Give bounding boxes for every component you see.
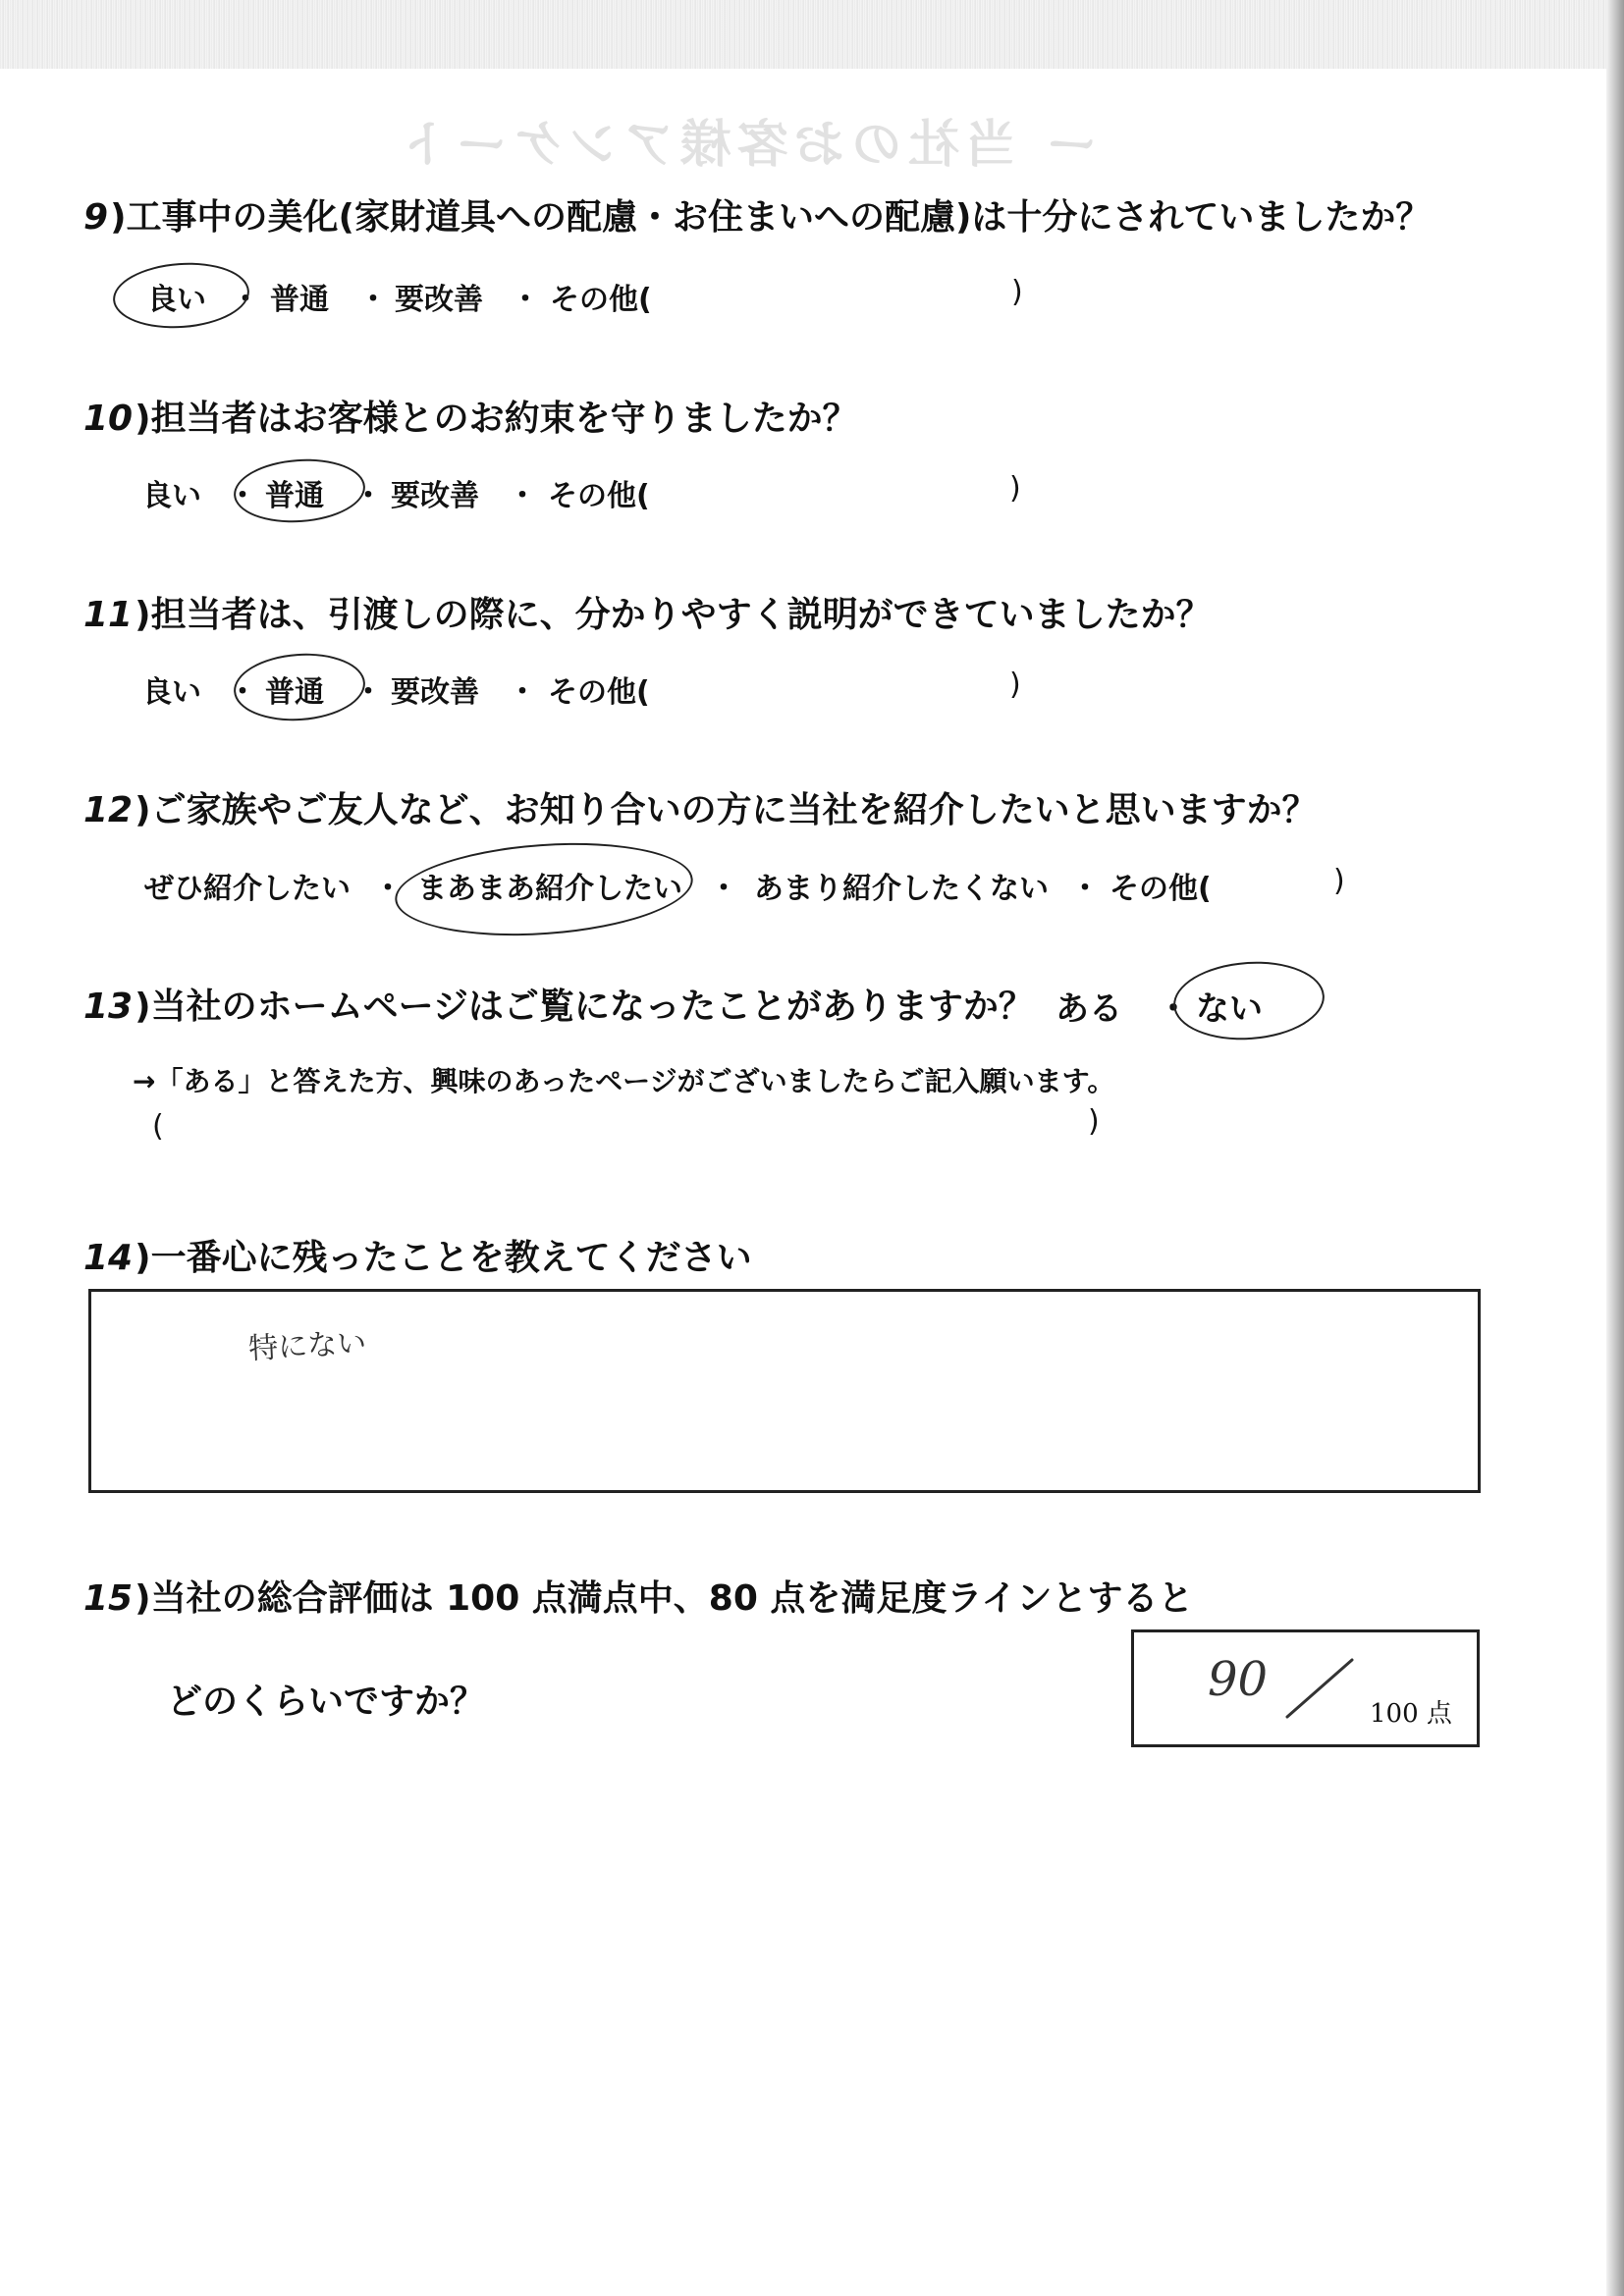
separator: ・ xyxy=(373,872,403,906)
separator: ・ xyxy=(353,479,383,513)
option-other[interactable]: その他( xyxy=(550,283,652,317)
close-paren: ) xyxy=(1009,667,1021,702)
q13-note: →「ある」と答えた方、興味のあったページがございましたらご記入願います。 xyxy=(133,1065,1115,1097)
close-paren: ) xyxy=(1088,1104,1100,1139)
close-paren: ) xyxy=(1009,471,1021,506)
question-text: )工事中の美化(家財道具への配慮・お住まいへの配慮)は十分にされていましたか？ xyxy=(110,197,1432,238)
option-other[interactable]: その他( xyxy=(1110,872,1212,906)
handwritten-answer: 特にない xyxy=(247,1325,368,1367)
question-number: 11 xyxy=(83,595,134,635)
question-number: 14 xyxy=(83,1238,134,1278)
question-number: 12 xyxy=(83,790,134,830)
separator: ・ xyxy=(358,283,388,317)
question-text: )担当者はお客様とのお約束を守りましたか？ xyxy=(135,399,858,439)
question-number: 15 xyxy=(83,1578,134,1619)
answer-circle xyxy=(232,649,367,724)
question-number: 10 xyxy=(83,399,134,439)
slash-stroke xyxy=(1281,1654,1360,1723)
option-normal[interactable]: 普通 xyxy=(270,283,329,317)
separator: ・ xyxy=(508,675,537,710)
answer-circle xyxy=(111,258,251,333)
question-10 xyxy=(83,391,858,441)
question-11 xyxy=(83,587,1212,637)
option-good[interactable]: 良い xyxy=(147,283,206,317)
question-15 xyxy=(83,1571,1193,1621)
separator: ・ xyxy=(1157,989,1190,1029)
option-somewhat[interactable]: まあまあ紹介したい xyxy=(417,872,682,906)
separator: ・ xyxy=(709,872,738,906)
option-not-really[interactable]: あまり紹介したくない xyxy=(754,872,1049,906)
separator: ・ xyxy=(508,479,537,513)
separator: ・ xyxy=(1070,872,1100,906)
option-needs-improvement[interactable]: 要改善 xyxy=(391,675,479,710)
option-yes[interactable]: ある xyxy=(1056,989,1122,1029)
option-other[interactable]: その他( xyxy=(548,675,650,710)
option-normal[interactable]: 普通 xyxy=(265,479,324,513)
q13-options xyxy=(0,982,1624,1029)
bleed-through-text: ー 当社のお客様アンケート xyxy=(393,116,1097,175)
question-text: )ご家族やご友人など、お知り合いの方に当社を紹介したいと思いますか？ xyxy=(135,790,1318,830)
separator: ・ xyxy=(228,675,257,710)
q12-options xyxy=(0,864,1624,906)
score-unit: 100 点 xyxy=(1370,1699,1452,1729)
option-definitely[interactable]: ぜひ紹介したい xyxy=(144,872,351,906)
close-paren: ) xyxy=(1333,864,1345,898)
question-text: )一番心に残ったことを教えてください xyxy=(135,1238,752,1278)
free-answer-box[interactable] xyxy=(88,1289,1481,1493)
separator: ・ xyxy=(228,479,257,513)
scan-shadow-right xyxy=(1606,0,1624,2296)
question-number: 13 xyxy=(83,987,134,1027)
close-paren: ) xyxy=(1011,275,1023,309)
option-good[interactable]: 良い xyxy=(142,479,201,513)
question-number: 9 xyxy=(83,197,109,238)
option-other[interactable]: その他( xyxy=(548,479,650,513)
open-paren: ( xyxy=(152,1109,164,1144)
option-no[interactable]: ない xyxy=(1196,989,1263,1029)
separator: ・ xyxy=(511,283,540,317)
score-box[interactable] xyxy=(1131,1629,1480,1747)
option-good[interactable]: 良い xyxy=(142,675,201,710)
option-normal[interactable]: 普通 xyxy=(265,675,324,710)
option-needs-improvement[interactable]: 要改善 xyxy=(395,283,483,317)
separator: ・ xyxy=(231,283,260,317)
separator: ・ xyxy=(353,675,383,710)
question-text: )当社のホームページはご覧になったことがありますか？ xyxy=(135,987,1034,1027)
question-text: )当社の総合評価は 100 点満点中、80 点を満足度ラインとすると xyxy=(135,1578,1194,1619)
question-15-continued: どのくらいですか？ xyxy=(167,1682,486,1722)
question-14 xyxy=(83,1230,752,1280)
question-12 xyxy=(83,782,1318,832)
question-9 xyxy=(83,189,1431,240)
option-needs-improvement[interactable]: 要改善 xyxy=(391,479,479,513)
answer-circle xyxy=(392,834,696,945)
answer-circle xyxy=(1170,957,1326,1045)
handwritten-score: 90 xyxy=(1208,1652,1269,1707)
question-text: )担当者は、引渡しの際に、分かりやすく説明ができていましたか？ xyxy=(135,595,1212,635)
scan-noise-top xyxy=(0,0,1624,69)
answer-circle xyxy=(232,454,367,526)
